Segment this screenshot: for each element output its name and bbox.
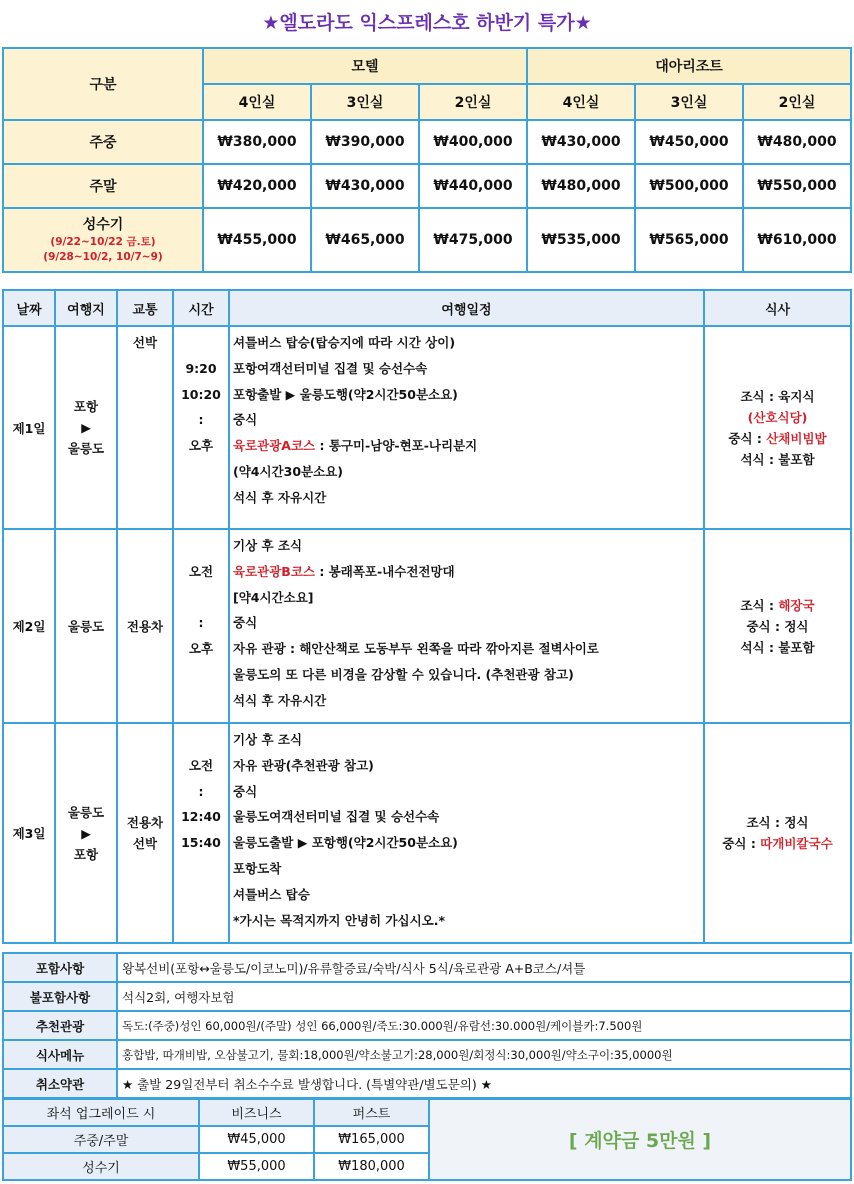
info-text: 왕복선비(포항↔울릉도/이코노미)/유류할증료/숙박/식사 5식/육로관광 A+B코스/셔틀 [117,953,851,982]
upgrade-table [2,1098,852,1181]
time-text: 10:20 [181,386,221,402]
meal-line: 석식 : 불포함 [740,451,815,467]
upgrade-price: ₩165,000 [314,1126,429,1153]
transport-cell: 전용차 [117,529,173,723]
schedule-header: 식사 [704,290,851,326]
row-label: 주말 [3,164,203,208]
upgrade-column: 비즈니스 [199,1099,314,1126]
category-header: 구분 [3,48,203,120]
transport-cell [117,723,173,943]
price-cell: ₩480,000 [527,164,635,208]
upgrade-price: ₩55,000 [199,1153,314,1180]
itinerary-text: : 봉래폭포-내수전전망대 [314,563,455,579]
itinerary-line: 중식 [233,615,258,631]
meal-cell [704,529,851,723]
time-text: 9:20 [185,360,217,376]
time-cell [173,529,229,723]
place-text: 포항 [73,846,99,862]
itinerary-line [233,433,703,459]
price-cell: ₩430,000 [527,120,635,164]
price-cell: ₩500,000 [635,164,743,208]
itinerary-line: 울릉도출발 ▶ 포항행(약2시간50분소요) [233,835,458,851]
meal-text: 조식 : [740,597,779,613]
price-cell: ₩565,000 [635,208,743,272]
itinerary-cell [229,326,704,529]
itinerary-line: 포항출발 ▶ 울릉도행(약2시간50분소요) [233,386,458,402]
time-text [174,533,228,559]
upgrade-row-label: 주중/주말 [3,1126,199,1153]
meal-line: (산호식당) [747,409,808,425]
meal-line [705,833,850,854]
time-cell [173,723,229,943]
itinerary-line: 포항도착 [233,860,282,876]
time-text [174,585,228,611]
upgrade-price: ₩45,000 [199,1126,314,1153]
deposit-notice: [ 계약금 5만원 ] [429,1099,851,1180]
price-cell: ₩420,000 [203,164,311,208]
itinerary-cell [229,723,704,943]
transport-text: 전용차 [126,815,164,830]
place-text: 울릉도 [67,441,105,456]
time-text: 12:40 [181,809,221,825]
info-label: 식사메뉴 [3,1040,117,1069]
group-header-motel: 모텔 [203,48,527,84]
price-cell: ₩380,000 [203,120,311,164]
itinerary-line: 셔틀버스 탑승 [233,886,310,902]
price-cell: ₩465,000 [311,208,419,272]
time-text: 오전 [188,563,214,579]
itinerary-line: [약4시간소요] [233,589,314,605]
time-text: 오후 [188,438,214,454]
place-text: 울릉도 [67,804,105,820]
meal-highlight: 해장국 [778,597,815,613]
itinerary-line: 기상 후 조식 [233,732,303,747]
schedule-header: 여행지 [55,290,117,326]
day-label: 제1일 [3,326,55,529]
room-type-header: 2인실 [743,84,851,120]
meal-line: 조식 : 육지식 [740,388,815,404]
itinerary-line: *가시는 목적지까지 안녕히 가십시오.* [233,912,446,928]
schedule-header: 날짜 [3,290,55,326]
upgrade-price: ₩180,000 [314,1153,429,1180]
itinerary-line: 포항여객선터미널 집결 및 승선수속 [233,360,428,376]
meal-line [705,428,850,449]
peak-dates-note: (9/28~10/2, 10/7~9) [43,250,163,263]
itinerary-line: 셔틀버스 탑승(탑승지에 따라 시간 상이) [233,335,456,350]
day-label: 제2일 [3,529,55,723]
time-text [174,727,228,753]
itinerary-line: 울릉도의 또 다른 비경을 감상할 수 있습니다. (추천관광 참고) [233,666,574,682]
itinerary-text: : 통구미-남양-현포-나리분지 [315,438,478,454]
meal-line: 석식 : 불포함 [740,639,815,655]
price-cell: ₩430,000 [311,164,419,208]
itinerary-line: 자유 관광(추천관광 참고) [233,757,374,773]
time-text: : [198,412,204,428]
arrow-icon: ▶ [81,420,91,435]
place-text: 울릉도 [55,529,117,723]
info-label: 추천관광 [3,1011,117,1040]
itinerary-line: 석식 후 자유시간 [233,489,327,505]
itinerary-line: 자유 관광 : 해안산책로 도동부두 왼쪽을 따라 깎아지른 절벽사이로 [233,641,599,657]
info-row [3,953,851,982]
itinerary-line: 중식 [233,412,258,428]
price-cell: ₩535,000 [527,208,635,272]
meal-highlight: 따개비칼국수 [760,836,833,851]
room-type-header: 2인실 [419,84,527,120]
meal-line: 중식 : 정식 [746,618,809,634]
itinerary-line: 기상 후 조식 [233,538,303,553]
time-text: 오후 [188,641,214,657]
price-cell: ₩480,000 [743,120,851,164]
price-table [2,47,852,273]
info-text: ★ 출발 29일전부터 취소수수료 발생합니다. (특별약관/별도문의) ★ [117,1069,851,1098]
schedule-header: 여행일정 [229,290,704,326]
info-table [2,952,852,1099]
upgrade-header: 좌석 업그레이드 시 [3,1099,199,1126]
schedule-table [2,289,852,944]
price-cell: ₩455,000 [203,208,311,272]
info-label: 포함사항 [3,953,117,982]
schedule-header: 교통 [117,290,173,326]
transport-text: 선박 [132,836,158,851]
info-label: 취소약관 [3,1069,117,1098]
info-row [3,1069,851,1098]
place-text: 포항 [73,399,99,414]
row-label: 주중 [3,120,203,164]
course-highlight: 육로관광B코스 [233,563,315,579]
time-text: : [198,783,204,799]
itinerary-line: (약4시간30분소요) [233,463,343,479]
price-cell: ₩390,000 [311,120,419,164]
price-cell: ₩450,000 [635,120,743,164]
price-cell: ₩610,000 [743,208,851,272]
upgrade-column: 퍼스트 [314,1099,429,1126]
info-text: 석식2회, 여행자보험 [117,982,851,1011]
meal-line [705,595,850,616]
info-row [3,1011,851,1040]
room-type-header: 3인실 [311,84,419,120]
info-label: 불포함사항 [3,982,117,1011]
info-text: 홍합밥, 따개비밥, 오삼불고기, 물회:18,000원/약소불고기:28,000원/회정식:30,000원/약소구이:35,0000원 [117,1040,851,1069]
time-text: 15:40 [181,835,221,851]
info-row [3,982,851,1011]
meal-line: 조식 : 정식 [746,815,809,830]
row-label-peak [3,208,203,272]
time-text: : [198,615,204,631]
meal-cell [704,723,851,943]
group-header-resort: 대아리조트 [527,48,851,84]
meal-text: 중식 : [728,430,767,446]
price-row-peak [3,208,851,272]
row-label: 성수기 [82,216,124,233]
info-text: 독도:(주중)성인 60,000원/(주말) 성인 66,000원/죽도:30.000원/유람선:30.000원/케이블카:7.500원 [117,1011,851,1040]
meal-text: 중식 : [722,836,761,851]
price-cell: ₩475,000 [419,208,527,272]
place-cell [55,723,117,943]
time-text [174,330,228,356]
transport-cell: 선박 [117,326,173,529]
schedule-header: 시간 [173,290,229,326]
price-row-weekend [3,164,851,208]
course-highlight: 육로관광A코스 [233,438,316,454]
day-label: 제3일 [3,723,55,943]
room-type-header: 4인실 [203,84,311,120]
meal-highlight: 산채비빔밥 [766,430,827,446]
meal-cell [704,326,851,529]
room-type-header: 4인실 [527,84,635,120]
price-cell: ₩550,000 [743,164,851,208]
price-row-weekday [3,120,851,164]
upgrade-row-label: 성수기 [3,1153,199,1180]
arrow-icon: ▶ [81,825,91,841]
itinerary-line [233,559,703,585]
page-title: ★엘도라도 익스프레스호 하반기 특가★ [262,12,592,34]
room-type-header: 3인실 [635,84,743,120]
price-cell: ₩400,000 [419,120,527,164]
price-cell: ₩440,000 [419,164,527,208]
schedule-day-3 [3,723,851,943]
schedule-day-2 [3,529,851,723]
peak-dates-note: (9/22~10/22 금.토) [50,235,156,248]
time-text: 오전 [188,757,214,773]
info-row [3,1040,851,1069]
itinerary-line: 중식 [233,783,258,799]
time-cell [173,326,229,529]
itinerary-line: 울릉도여객선터미널 집결 및 승선수속 [233,809,440,825]
schedule-day-1 [3,326,851,529]
itinerary-cell [229,529,704,723]
place-cell [55,326,117,529]
itinerary-line: 석식 후 자유시간 [233,692,327,708]
